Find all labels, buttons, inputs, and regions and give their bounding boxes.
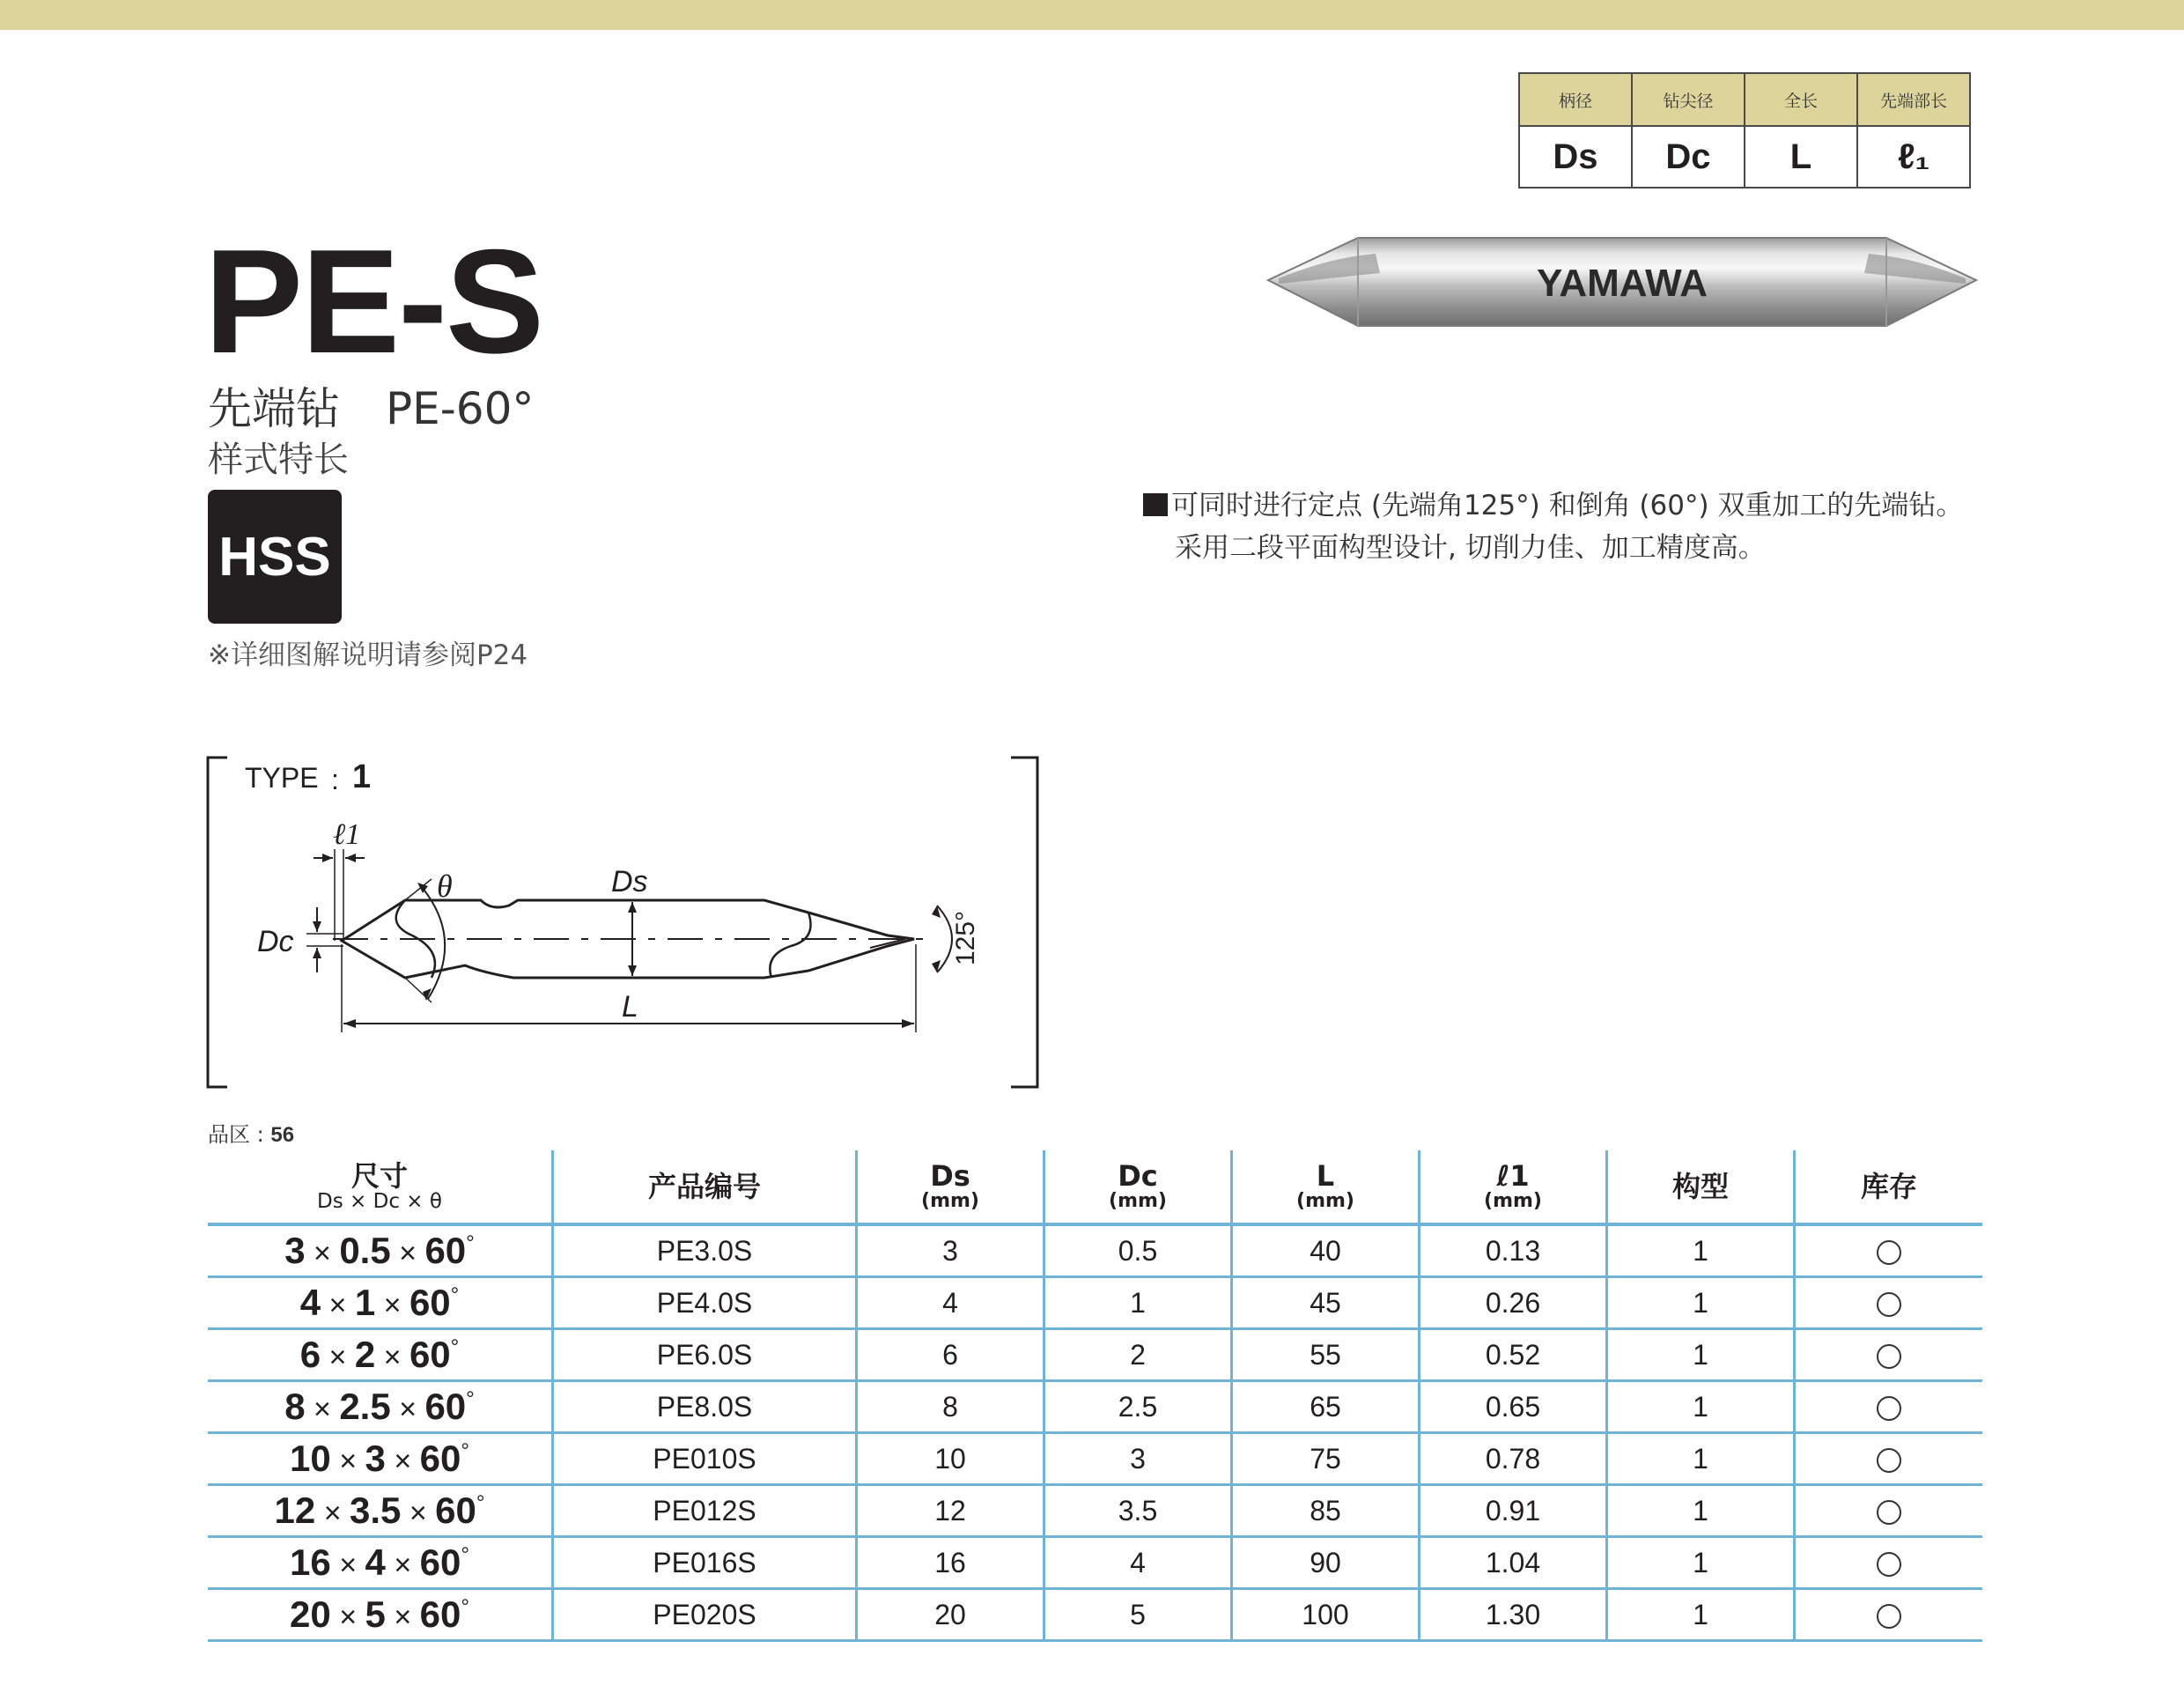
type-label: TYPE: [245, 762, 319, 794]
cell-type: 1: [1607, 1277, 1795, 1329]
cell-ds: 10: [857, 1433, 1044, 1485]
cell-length: 100: [1232, 1589, 1420, 1641]
reference-note: ※详细图解说明请参阅P24: [208, 639, 528, 671]
col-size-sub: Ds × Dc × θ: [317, 1189, 442, 1213]
cell-l1: 0.91: [1420, 1485, 1607, 1537]
times-sign: ×: [390, 1237, 425, 1270]
spec-label-ds: 柄径: [1519, 73, 1632, 126]
cell-code: PE020S: [553, 1589, 857, 1641]
product-variant: 样式特长: [208, 440, 349, 480]
cell-size: [208, 1329, 553, 1381]
cell-l1: 1.30: [1420, 1589, 1607, 1641]
cell-length: 55: [1232, 1329, 1420, 1381]
col-length: [1232, 1150, 1420, 1224]
cell-dc: 0.5: [1044, 1224, 1232, 1277]
cell-size: [208, 1277, 553, 1329]
col-code: 产品编号: [553, 1150, 857, 1224]
type-value: 1: [352, 758, 372, 795]
spec-symbol-ds: Ds: [1519, 126, 1632, 188]
times-sign: ×: [401, 1497, 436, 1530]
spec-symbol-table: [1518, 72, 1971, 189]
times-sign: ×: [321, 1289, 355, 1322]
feature-text: 可同时进行定点 (先端角125°) 和倒角 (60°) 双重加工的先端钻。: [1171, 490, 1964, 521]
cell-code: PE8.0S: [553, 1381, 857, 1433]
bullet-square-icon: [1143, 493, 1168, 516]
dim-ds: Ds: [611, 865, 648, 898]
cell-dc: 2: [1044, 1329, 1232, 1381]
size-theta: 60: [419, 1438, 461, 1479]
top-color-bar: [0, 0, 2184, 30]
cell-stock: [1795, 1589, 1983, 1641]
region-label-text: 品区 :: [208, 1122, 264, 1147]
cell-size: [208, 1433, 553, 1485]
cell-stock: [1795, 1537, 1983, 1589]
cell-code: PE4.0S: [553, 1277, 857, 1329]
cell-stock: [1795, 1329, 1983, 1381]
size-theta: 60: [419, 1541, 461, 1583]
region-label: [208, 1117, 294, 1148]
times-sign: ×: [321, 1341, 355, 1374]
size-theta: 60: [409, 1282, 451, 1323]
cell-l1: 1.04: [1420, 1537, 1607, 1589]
brand-text: YAMAWA: [1537, 262, 1708, 305]
cell-code: PE3.0S: [553, 1224, 857, 1277]
material-badge: HSS: [208, 490, 342, 624]
degree-sign: °: [461, 1543, 469, 1567]
dim-tip-angle: 125°: [951, 910, 980, 965]
size-ds: 10: [290, 1438, 331, 1479]
col-dc: [1044, 1150, 1232, 1224]
col-ds-unit: (mm): [921, 1190, 979, 1212]
cell-type: 1: [1607, 1485, 1795, 1537]
size-ds: 8: [284, 1386, 306, 1427]
cell-type: 1: [1607, 1537, 1795, 1589]
feature-list: [1143, 484, 1963, 569]
cell-ds: 6: [857, 1329, 1044, 1381]
col-ds-title: Ds: [930, 1159, 970, 1193]
cell-type: 1: [1607, 1433, 1795, 1485]
cell-ds: 3: [857, 1224, 1044, 1277]
col-ds: [857, 1150, 1044, 1224]
cell-size: [208, 1381, 553, 1433]
dim-theta: θ: [437, 869, 453, 904]
table-row: [208, 1329, 1982, 1381]
spec-symbol-l1: ℓ₁: [1857, 126, 1970, 188]
type-colon: :: [331, 764, 339, 795]
cell-l1: 0.13: [1420, 1224, 1607, 1277]
table-row: [208, 1433, 1982, 1485]
in-stock-circle-icon: [1877, 1396, 1901, 1421]
cell-code: PE016S: [553, 1537, 857, 1589]
col-l1: [1420, 1150, 1607, 1224]
times-sign: ×: [330, 1601, 365, 1634]
size-ds: 6: [299, 1334, 321, 1375]
in-stock-circle-icon: [1877, 1604, 1901, 1629]
size-dc: 3.5: [350, 1490, 402, 1531]
degree-sign: °: [476, 1491, 485, 1515]
spec-symbol-dc: Dc: [1632, 126, 1745, 188]
col-l1-unit: (mm): [1484, 1190, 1542, 1212]
product-name-text: 先端钻: [208, 383, 340, 434]
table-row: [208, 1485, 1982, 1537]
cell-stock: [1795, 1224, 1983, 1277]
size-ds: 4: [299, 1282, 321, 1323]
cell-l1: 0.26: [1420, 1277, 1607, 1329]
table-row: [208, 1589, 1982, 1641]
cell-stock: [1795, 1485, 1983, 1537]
size-dc: 0.5: [339, 1230, 391, 1271]
size-ds: 16: [290, 1541, 331, 1583]
in-stock-circle-icon: [1877, 1240, 1901, 1265]
size-ds: 20: [290, 1593, 331, 1635]
product-table-body: [208, 1224, 1982, 1641]
times-sign: ×: [305, 1393, 340, 1426]
size-dc: 1: [354, 1282, 376, 1323]
size-theta: 60: [419, 1593, 461, 1635]
times-sign: ×: [305, 1237, 340, 1270]
cell-l1: 0.65: [1420, 1381, 1607, 1433]
size-ds: 12: [274, 1490, 316, 1531]
cell-ds: 12: [857, 1485, 1044, 1537]
spec-label-l1: 先端部长: [1857, 73, 1970, 126]
cell-dc: 1: [1044, 1277, 1232, 1329]
times-sign: ×: [330, 1549, 365, 1582]
cell-length: 85: [1232, 1485, 1420, 1537]
in-stock-circle-icon: [1877, 1292, 1901, 1317]
times-sign: ×: [385, 1549, 420, 1582]
cell-ds: 4: [857, 1277, 1044, 1329]
type-diagram: [201, 750, 1046, 1103]
times-sign: ×: [315, 1497, 350, 1530]
cell-code: PE6.0S: [553, 1329, 857, 1381]
cell-stock: [1795, 1381, 1983, 1433]
in-stock-circle-icon: [1877, 1500, 1901, 1525]
col-dc-title: Dc: [1118, 1159, 1158, 1193]
col-length-title: L: [1316, 1159, 1335, 1193]
size-theta: 60: [435, 1490, 476, 1531]
degree-sign: °: [461, 1595, 469, 1619]
feature-item: 采用二段平面构型设计, 切削力佳、加工精度高。: [1175, 532, 1766, 564]
cell-dc: 3: [1044, 1433, 1232, 1485]
col-stock: 库存: [1795, 1150, 1983, 1224]
col-size: [208, 1150, 553, 1224]
cell-dc: 5: [1044, 1589, 1232, 1641]
col-length-unit: (mm): [1296, 1190, 1354, 1212]
cell-type: 1: [1607, 1329, 1795, 1381]
cell-type: 1: [1607, 1224, 1795, 1277]
cell-length: 65: [1232, 1381, 1420, 1433]
size-dc: 4: [365, 1541, 386, 1583]
cell-size: [208, 1485, 553, 1537]
times-sign: ×: [375, 1289, 410, 1322]
cell-length: 75: [1232, 1433, 1420, 1485]
col-l1-title: ℓ1: [1496, 1159, 1530, 1193]
col-type: 构型: [1607, 1150, 1795, 1224]
cell-ds: 16: [857, 1537, 1044, 1589]
table-row: [208, 1277, 1982, 1329]
times-sign: ×: [385, 1601, 420, 1634]
cell-code: PE010S: [553, 1433, 857, 1485]
product-code: PE-S: [204, 218, 543, 384]
tool-image: [1261, 227, 1983, 342]
cell-dc: 4: [1044, 1537, 1232, 1589]
cell-type: 1: [1607, 1589, 1795, 1641]
times-sign: ×: [330, 1445, 365, 1478]
size-dc: 3: [365, 1438, 386, 1479]
region-value: 56: [270, 1123, 295, 1147]
degree-sign: °: [450, 1283, 460, 1307]
cell-ds: 8: [857, 1381, 1044, 1433]
cell-length: 90: [1232, 1537, 1420, 1589]
spec-label-l: 全长: [1745, 73, 1857, 126]
table-row: [208, 1224, 1982, 1277]
cell-ds: 20: [857, 1589, 1044, 1641]
dim-l1: ℓ1: [333, 818, 361, 851]
col-dc-unit: (mm): [1109, 1190, 1167, 1212]
degree-sign: °: [466, 1387, 475, 1411]
table-row: [208, 1381, 1982, 1433]
cell-dc: 2.5: [1044, 1381, 1232, 1433]
size-theta: 60: [424, 1230, 467, 1271]
degree-sign: °: [466, 1231, 475, 1255]
cell-size: [208, 1537, 553, 1589]
product-name: [208, 373, 534, 437]
cell-l1: 0.52: [1420, 1329, 1607, 1381]
cell-size: [208, 1589, 553, 1641]
size-dc: 2.5: [339, 1386, 391, 1427]
size-theta: 60: [409, 1334, 451, 1375]
cell-l1: 0.78: [1420, 1433, 1607, 1485]
in-stock-circle-icon: [1877, 1448, 1901, 1473]
times-sign: ×: [390, 1393, 425, 1426]
cell-length: 40: [1232, 1224, 1420, 1277]
cell-stock: [1795, 1433, 1983, 1485]
degree-sign: °: [450, 1335, 460, 1359]
times-sign: ×: [375, 1341, 410, 1374]
size-theta: 60: [424, 1386, 467, 1427]
in-stock-circle-icon: [1877, 1552, 1901, 1577]
dim-dc: Dc: [257, 925, 294, 958]
degree-sign: °: [461, 1439, 469, 1463]
table-row: [208, 1537, 1982, 1589]
cell-length: 45: [1232, 1277, 1420, 1329]
dim-length: L: [622, 990, 638, 1024]
size-dc: 5: [365, 1593, 386, 1635]
cell-type: 1: [1607, 1381, 1795, 1433]
col-size-title: 尺寸: [350, 1158, 408, 1193]
cell-code: PE012S: [553, 1485, 857, 1537]
product-angle-name: PE-60°: [386, 383, 535, 434]
size-dc: 2: [354, 1334, 376, 1375]
times-sign: ×: [385, 1445, 420, 1478]
product-table: [208, 1150, 1982, 1642]
cell-size: [208, 1224, 553, 1277]
cell-stock: [1795, 1277, 1983, 1329]
spec-label-dc: 钻尖径: [1632, 73, 1745, 126]
feature-item: [1143, 484, 1963, 527]
in-stock-circle-icon: [1877, 1344, 1901, 1369]
cell-dc: 3.5: [1044, 1485, 1232, 1537]
spec-symbol-l: L: [1745, 126, 1857, 188]
size-ds: 3: [284, 1230, 306, 1271]
